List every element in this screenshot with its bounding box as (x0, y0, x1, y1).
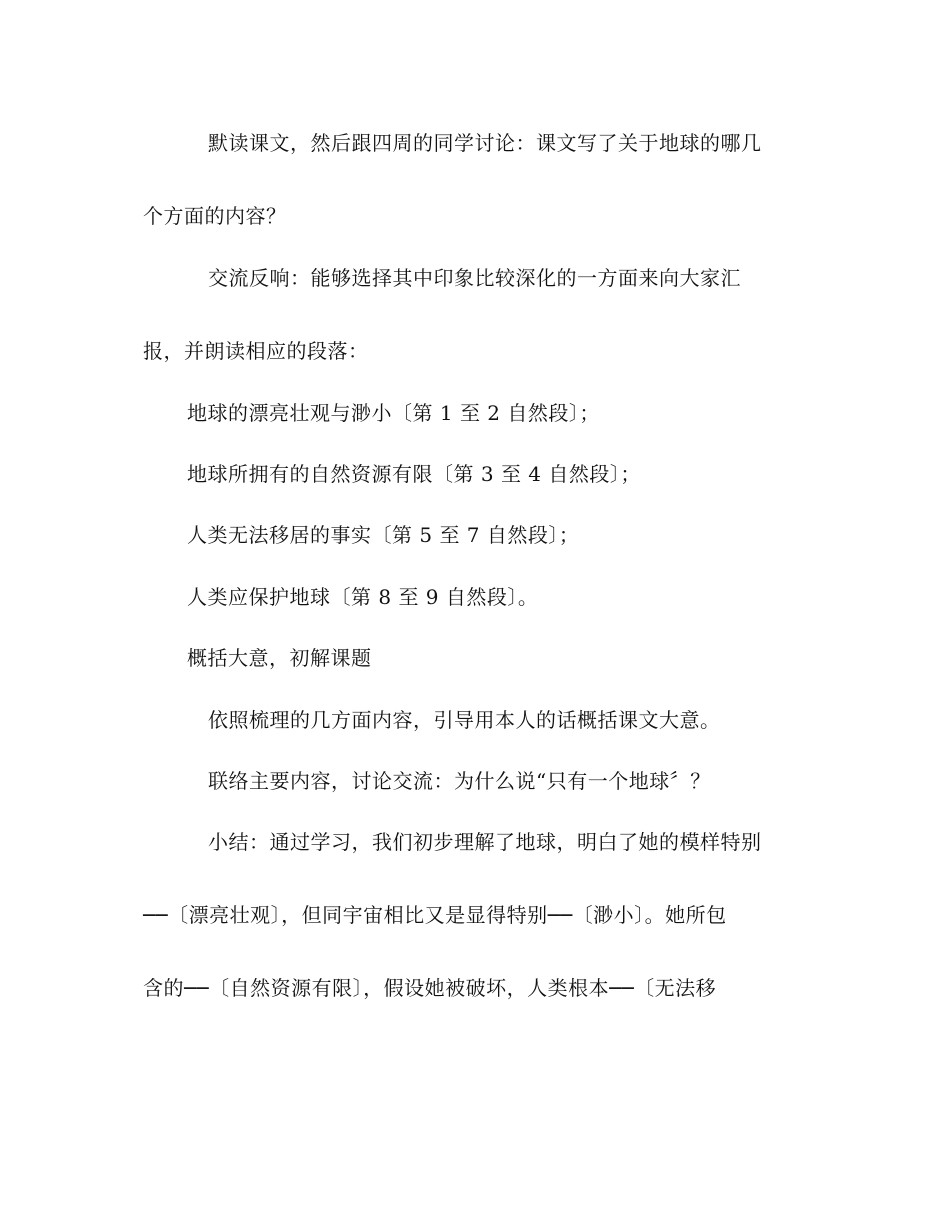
list-item-resources: 地球所拥有的自然资源有限〔第 3 至 4 自然段〕； (187, 462, 641, 486)
paragraph-conclusion-line-1: 小结：通过学习，我们初步理解了地球，明白了她的模样特别 (208, 830, 762, 854)
paragraph-read-discuss-line-1: 默读课文，然后跟四周的同学讨论：课文写了关于地球的哪几 (208, 131, 762, 155)
paragraph-conclusion-line-2: ──〔漂亮壮观〕，但同宇宙相比又是显得特别──〔渺小〕。她所包 (143, 903, 727, 927)
section-heading: 概括大意，初解课题 (187, 646, 372, 670)
list-item-migration: 人类无法移居的事实〔第 5 至 7 自然段〕； (187, 523, 580, 547)
paragraph-conclusion-line-3: 含的──〔自然资源有限〕，假设她被破坏，人类根本──〔无法移 (143, 976, 717, 1000)
paragraph-feedback-line-1: 交流反响：能够选择其中印象比较深化的一方面来向大家汇 (208, 266, 741, 290)
paragraph-summary: 依照梳理的几方面内容，引导用本人的话概括课文大意。 (208, 708, 721, 732)
list-item-protect: 人类应保护地球〔第 8 至 9 自然段〕。 (187, 585, 539, 609)
list-item-beauty: 地球的漂亮壮观与渺小〔第 1 至 2 自然段〕； (187, 401, 600, 425)
paragraph-question: 联络主要内容，讨论交流：为什么说“只有一个地球〞？ (208, 769, 711, 793)
paragraph-feedback-line-2: 报，并朗读相应的段落： (143, 339, 369, 363)
paragraph-read-discuss-line-2: 个方面的内容？ (143, 204, 287, 228)
